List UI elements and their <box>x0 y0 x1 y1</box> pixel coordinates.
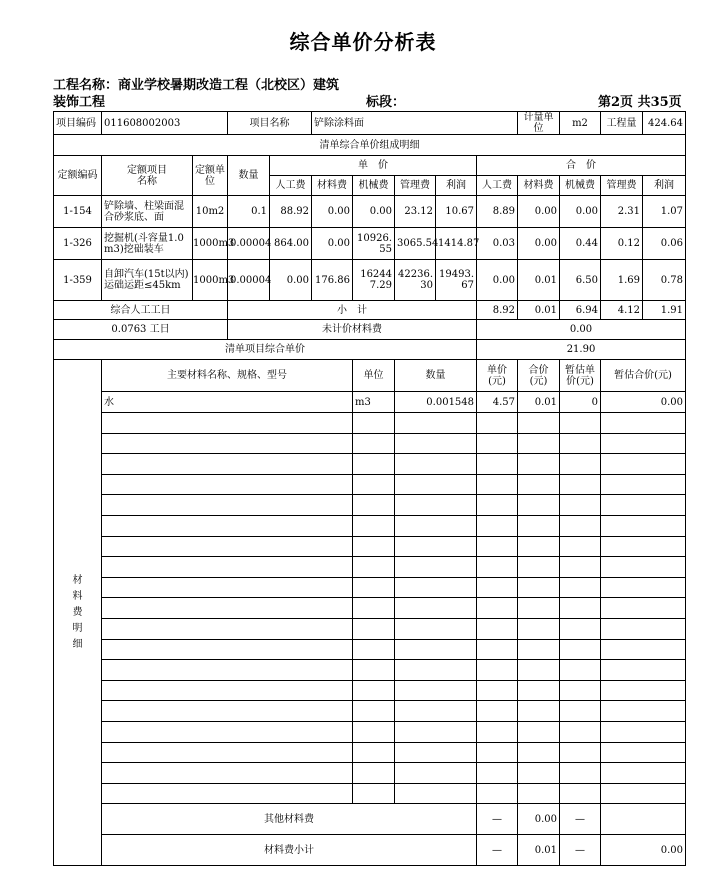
row-u-machine: 0.00 <box>353 196 395 228</box>
other-material-price: — <box>477 804 518 835</box>
material-subtotal-est-total: 0.00 <box>601 835 686 866</box>
empty-material-row <box>54 660 686 681</box>
row-u-material: 0.00 <box>312 228 353 260</box>
mat-header-name: 主要材料名称、规格、型号 <box>102 360 353 392</box>
material-subtotal-price: — <box>477 835 518 866</box>
empty-material-row <box>54 721 686 742</box>
row-t-labor: 0.00 <box>477 260 518 301</box>
subtotal-profit: 1.91 <box>643 301 686 320</box>
mat-header-price: 单价(元) <box>477 360 518 392</box>
material-subtotal-label: 材料费小计 <box>102 835 477 866</box>
row-u-labor: 0.00 <box>270 260 312 301</box>
other-material-label: 其他材料费 <box>102 804 477 835</box>
row-qty: 0.00004 <box>228 228 270 260</box>
info-row <box>54 112 686 135</box>
material-section-label <box>54 360 102 866</box>
header-quantity: 数量 <box>228 156 270 196</box>
empty-material-row <box>54 763 686 784</box>
row-t-mgmt: 1.69 <box>601 260 643 301</box>
header-t-profit: 利润 <box>643 176 686 196</box>
row-u-profit: 1414.87 <box>436 228 477 260</box>
row-u-mgmt: 42236.30 <box>395 260 436 301</box>
section-label: 标段： <box>366 95 406 110</box>
row-t-profit: 0.06 <box>643 228 686 260</box>
page-info: 第2页 共35页 <box>598 95 682 110</box>
row-t-mgmt: 0.12 <box>601 228 643 260</box>
unit-total-value: 21.90 <box>477 340 686 360</box>
subtotal-mgmt: 4.12 <box>601 301 643 320</box>
row-t-material: 0.00 <box>518 228 560 260</box>
row-u-mgmt: 23.12 <box>395 196 436 228</box>
row-u-material: 0.00 <box>312 196 353 228</box>
other-material-est-total <box>601 804 686 835</box>
table-row <box>54 228 686 260</box>
empty-material-row <box>54 557 686 578</box>
empty-material-row <box>54 515 686 536</box>
material-subtotal-est-price: — <box>560 835 601 866</box>
row-t-machine: 0.44 <box>560 228 601 260</box>
mat-header-total: 合价(元) <box>518 360 560 392</box>
subtotal-labor: 8.92 <box>477 301 518 320</box>
row-name: 自卸汽车(15t以内)运础运距≤45km <box>102 260 193 301</box>
project-name-cont: 装饰工程 <box>53 95 106 110</box>
empty-material-row <box>54 495 686 516</box>
header-t-mgmt: 管理费 <box>601 176 643 196</box>
header-u-profit: 利润 <box>436 176 477 196</box>
unit-value: m2 <box>560 112 601 135</box>
empty-material-row <box>54 598 686 619</box>
row-code: 1-326 <box>54 228 102 260</box>
header-t-material: 材料费 <box>518 176 560 196</box>
unit-price-analysis-table <box>53 111 686 866</box>
header-u-labor: 人工费 <box>270 176 312 196</box>
mat-header-est-total: 暂估合价(元) <box>601 360 686 392</box>
row-code: 1-359 <box>54 260 102 301</box>
detail-title: 清单综合单价组成明细 <box>54 135 686 156</box>
material-section-label-text: 材料费明细 <box>72 574 83 650</box>
material-subtotal-row <box>54 835 686 866</box>
row-unit: 10m2 <box>193 196 228 228</box>
row-t-mgmt: 2.31 <box>601 196 643 228</box>
subtotal-material: 0.01 <box>518 301 560 320</box>
empty-material-row <box>54 474 686 495</box>
other-material-total: 0.00 <box>518 804 560 835</box>
material-subtotal-total: 0.01 <box>518 835 560 866</box>
table-row <box>54 196 686 228</box>
labor-day-label: 综合人工工日 <box>54 301 228 320</box>
row-u-labor: 88.92 <box>270 196 312 228</box>
row-u-machine: 10926.55 <box>353 228 395 260</box>
row-qty: 0.00004 <box>228 260 270 301</box>
subtotal-machine: 6.94 <box>560 301 601 320</box>
code-label: 项目编码 <box>54 112 102 135</box>
name-label: 项目名称 <box>228 112 312 135</box>
row-t-machine: 6.50 <box>560 260 601 301</box>
row-t-profit: 1.07 <box>643 196 686 228</box>
row-code: 1-154 <box>54 196 102 228</box>
qty-label: 工程量 <box>601 112 643 135</box>
row-unit: 1000m3 <box>193 228 228 260</box>
row-u-labor: 864.00 <box>270 228 312 260</box>
row-t-material: 0.00 <box>518 196 560 228</box>
header-unit-price: 单 价 <box>270 156 477 176</box>
other-material-est-price: — <box>560 804 601 835</box>
mat-price: 4.57 <box>477 392 518 413</box>
header-u-material: 材料费 <box>312 176 353 196</box>
row-t-labor: 8.89 <box>477 196 518 228</box>
header-t-machine: 机械费 <box>560 176 601 196</box>
empty-material-row <box>54 618 686 639</box>
header-quota-unit: 定额单位 <box>193 156 228 196</box>
qty-value: 424.64 <box>643 112 686 135</box>
project-name: 工程名称：商业学校暑期改造工程（北校区）建筑 <box>53 78 340 93</box>
code-value: 011608002003 <box>102 112 228 135</box>
unit-label: 计量单位 <box>518 112 560 135</box>
empty-material-row <box>54 639 686 660</box>
table-row <box>54 260 686 301</box>
empty-material-row <box>54 433 686 454</box>
header-t-labor: 人工费 <box>477 176 518 196</box>
empty-material-row <box>54 742 686 763</box>
mat-header-unit: 单位 <box>353 360 395 392</box>
header-total-price: 合 价 <box>477 156 686 176</box>
labor-days-value: 0.0763 工日 <box>54 320 228 340</box>
empty-material-row <box>54 536 686 557</box>
header-u-machine: 机械费 <box>353 176 395 196</box>
mat-unit: m3 <box>353 392 395 413</box>
subtotal-label: 小 计 <box>228 301 477 320</box>
row-t-machine: 0.00 <box>560 196 601 228</box>
mat-header-qty: 数量 <box>395 360 477 392</box>
row-qty: 0.1 <box>228 196 270 228</box>
row-u-mgmt: 3065.54 <box>395 228 436 260</box>
row-name: 铲除墙、柱梁面混合砂浆底、面 <box>102 196 193 228</box>
page-title: 综合单价分析表 <box>289 30 437 54</box>
mat-header-est-price: 暂估单价(元) <box>560 360 601 392</box>
unpriced-label: 未计价材料费 <box>228 320 477 340</box>
empty-material-row <box>54 680 686 701</box>
unpriced-value: 0.00 <box>477 320 686 340</box>
mat-qty: 0.001548 <box>395 392 477 413</box>
mat-total: 0.01 <box>518 392 560 413</box>
row-unit: 1000m3 <box>193 260 228 301</box>
empty-material-row <box>54 413 686 434</box>
mat-name: 水 <box>102 392 353 413</box>
unit-total-label: 清单项目综合单价 <box>54 340 477 360</box>
subtotal-row <box>54 301 686 320</box>
row-t-profit: 0.78 <box>643 260 686 301</box>
header-u-mgmt: 管理费 <box>395 176 436 196</box>
material-row <box>54 392 686 413</box>
row-u-profit: 19493.67 <box>436 260 477 301</box>
header-quota-code: 定额编码 <box>54 156 102 196</box>
empty-material-row <box>54 783 686 804</box>
mat-est-total: 0.00 <box>601 392 686 413</box>
row-u-material: 176.86 <box>312 260 353 301</box>
row-u-machine: 162447.29 <box>353 260 395 301</box>
mat-est-price: 0 <box>560 392 601 413</box>
row-t-labor: 0.03 <box>477 228 518 260</box>
empty-material-row <box>54 454 686 475</box>
empty-material-row <box>54 577 686 598</box>
row-t-material: 0.01 <box>518 260 560 301</box>
empty-material-row <box>54 701 686 722</box>
header-quota-name: 定额项目名称 <box>102 156 193 196</box>
other-material-row <box>54 804 686 835</box>
name-value: 铲除涂料面 <box>312 112 518 135</box>
row-u-profit: 10.67 <box>436 196 477 228</box>
row-name: 挖掘机(斗容量1.0m3)挖础装车 <box>102 228 193 260</box>
